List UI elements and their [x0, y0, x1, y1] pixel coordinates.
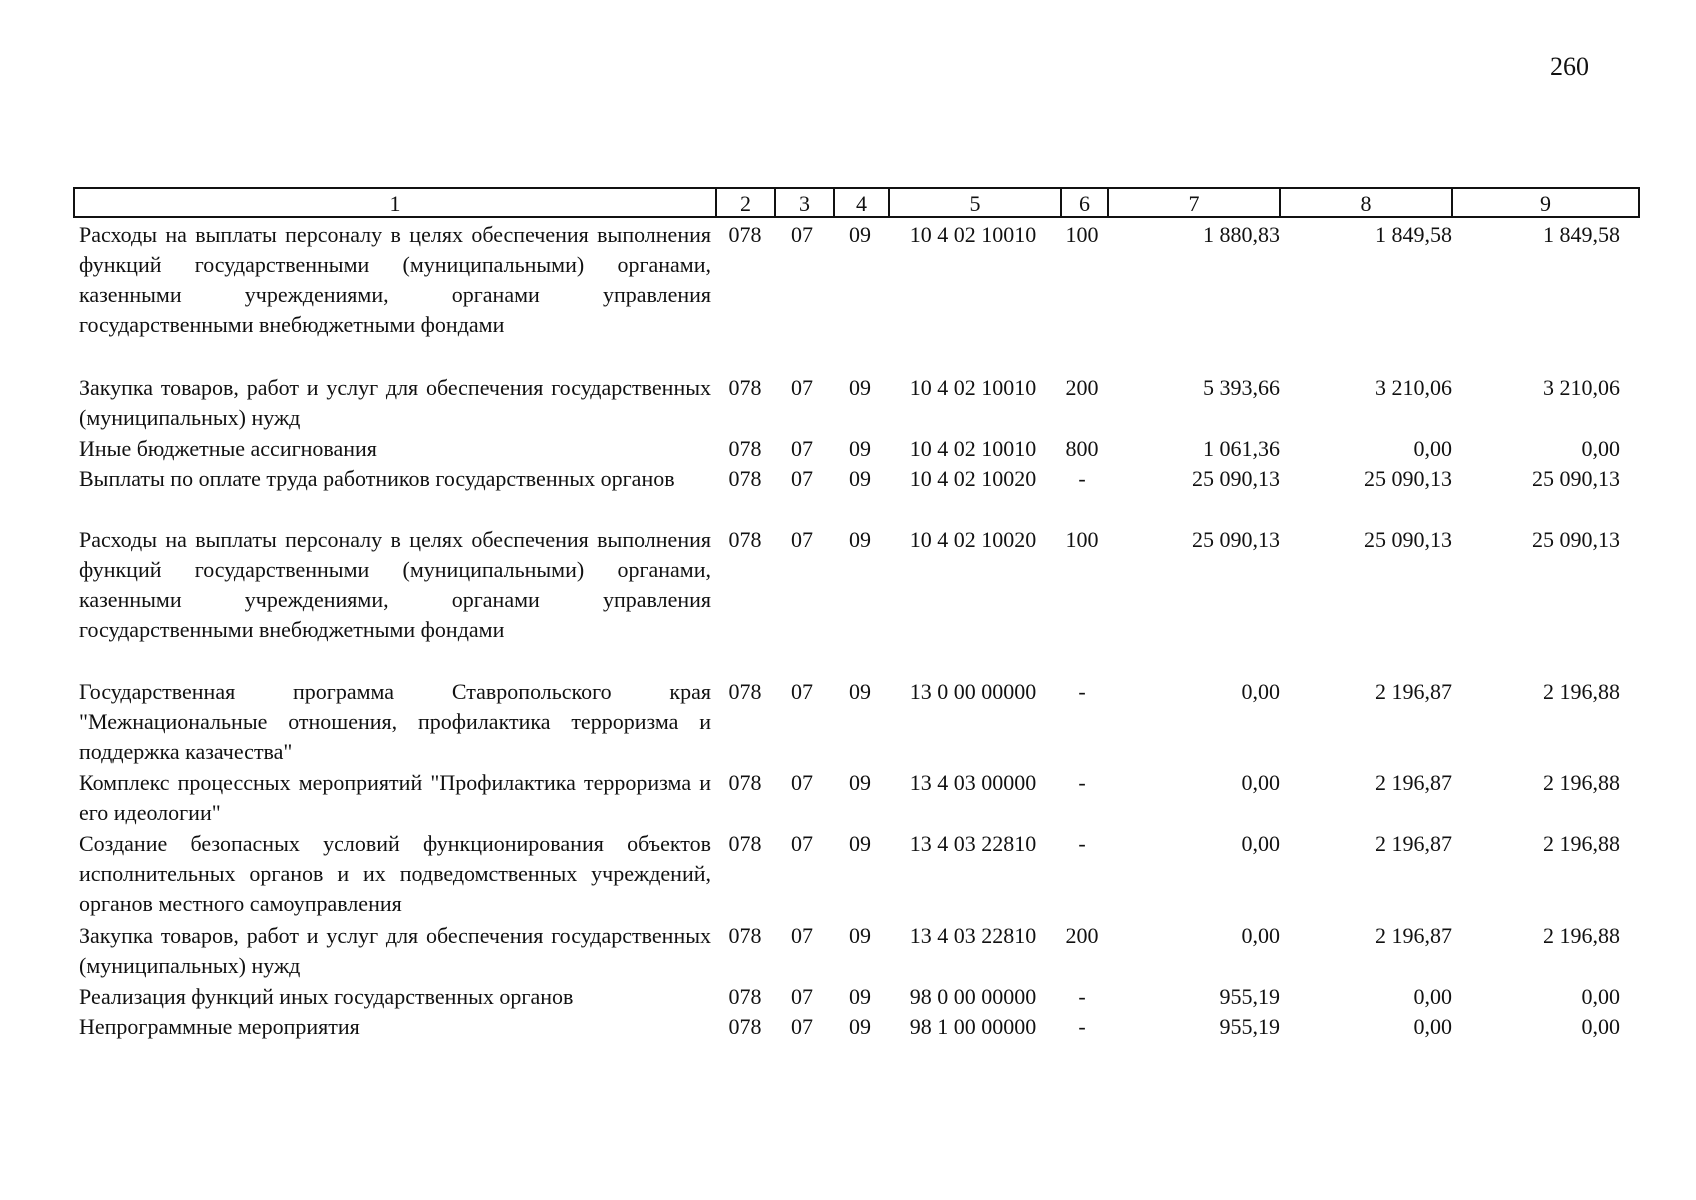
row-description: Иные бюджетные ассигнования	[79, 436, 377, 461]
cell-vr: -	[1078, 679, 1086, 704]
cell-ved: 078	[728, 466, 762, 491]
cell-rz: 07	[791, 831, 813, 856]
cell-value-7: 1 880,83	[1203, 222, 1280, 247]
row-description: Непрограммные мероприятия	[79, 1014, 360, 1039]
cell-csr: 98 1 00 00000	[909, 1014, 1037, 1039]
cell-value-7: 0,00	[1241, 831, 1280, 856]
cell-csr: 10 4 02 10010	[909, 436, 1037, 461]
cell-pr: 09	[849, 770, 871, 795]
cell-rz: 07	[791, 1014, 813, 1039]
cell-value-8: 0,00	[1413, 984, 1452, 1009]
cell-value-9: 0,00	[1581, 436, 1620, 461]
cell-vr: 200	[1065, 375, 1099, 400]
cell-vr: 100	[1065, 527, 1099, 552]
cell-vr: -	[1078, 831, 1086, 856]
cell-value-8: 2 196,87	[1375, 770, 1452, 795]
cell-csr: 10 4 02 10010	[909, 222, 1037, 247]
header-col-9: 9	[1540, 191, 1551, 216]
cell-ved: 078	[728, 1014, 762, 1039]
row-description: Государственная программа Ставропольского края "Межнациональные отношения, профилактика терроризма и поддержка казачества"	[79, 679, 711, 764]
cell-vr: -	[1078, 466, 1086, 491]
cell-csr: 98 0 00 00000	[909, 984, 1037, 1009]
cell-csr: 10 4 02 10020	[909, 466, 1037, 491]
cell-value-7: 25 090,13	[1192, 466, 1280, 491]
cell-value-7: 0,00	[1241, 679, 1280, 704]
row-description: Закупка товаров, работ и услуг для обеспечения государственных (муниципальных) нужд	[79, 923, 711, 978]
header-col-5: 5	[969, 191, 981, 216]
cell-rz: 07	[791, 984, 813, 1009]
cell-vr: -	[1078, 984, 1086, 1009]
cell-value-9: 25 090,13	[1532, 527, 1620, 552]
cell-vr: -	[1078, 1014, 1086, 1039]
cell-rz: 07	[791, 466, 813, 491]
cell-ved: 078	[728, 923, 762, 948]
cell-ved: 078	[728, 436, 762, 461]
cell-value-9: 3 210,06	[1543, 375, 1620, 400]
cell-vr: 100	[1065, 222, 1099, 247]
cell-vr: 200	[1065, 923, 1099, 948]
cell-ved: 078	[728, 222, 762, 247]
cell-value-7: 25 090,13	[1192, 527, 1280, 552]
cell-csr: 10 4 02 10020	[909, 527, 1037, 552]
header-col-2: 2	[740, 191, 751, 216]
page-number: 260	[1550, 52, 1589, 81]
cell-value-9: 2 196,88	[1543, 831, 1620, 856]
cell-rz: 07	[791, 770, 813, 795]
header-col-3: 3	[799, 191, 810, 216]
cell-value-8: 0,00	[1413, 436, 1452, 461]
cell-value-8: 2 196,87	[1375, 831, 1452, 856]
cell-csr: 13 4 03 00000	[909, 770, 1037, 795]
cell-pr: 09	[849, 222, 871, 247]
cell-vr: -	[1078, 770, 1086, 795]
row-description: Закупка товаров, работ и услуг для обеспечения государственных (муниципальных) нужд	[79, 375, 711, 430]
cell-pr: 09	[849, 1014, 871, 1039]
cell-ved: 078	[728, 679, 762, 704]
cell-value-9: 25 090,13	[1532, 466, 1620, 491]
cell-value-7: 0,00	[1241, 770, 1280, 795]
cell-pr: 09	[849, 527, 871, 552]
row-description: Расходы на выплаты персоналу в целях обеспечения выполнения функций государственными (муниципальными) органами, казенными учреждениями, органами управления государственными внебюджетными фондами	[79, 527, 711, 642]
cell-pr: 09	[849, 679, 871, 704]
cell-value-9: 1 849,58	[1543, 222, 1620, 247]
header-col-1: 1	[389, 191, 401, 216]
cell-rz: 07	[791, 436, 813, 461]
header-col-7: 7	[1188, 191, 1200, 216]
row-description: Выплаты по оплате труда работников государственных органов	[79, 466, 675, 491]
cell-rz: 07	[791, 222, 813, 247]
cell-value-9: 0,00	[1581, 984, 1620, 1009]
cell-csr: 13 4 03 22810	[909, 923, 1037, 948]
cell-rz: 07	[791, 923, 813, 948]
cell-value-9: 2 196,88	[1543, 679, 1620, 704]
cell-pr: 09	[849, 436, 871, 461]
cell-value-7: 5 393,66	[1203, 375, 1280, 400]
cell-value-7: 1 061,36	[1203, 436, 1280, 461]
cell-pr: 09	[849, 923, 871, 948]
cell-rz: 07	[791, 679, 813, 704]
cell-value-8: 2 196,87	[1375, 923, 1452, 948]
header-col-8: 8	[1360, 191, 1372, 216]
cell-pr: 09	[849, 984, 871, 1009]
cell-ved: 078	[728, 770, 762, 795]
row-description: Комплекс процессных мероприятий "Профилактика терроризма и его идеологии"	[79, 770, 711, 825]
cell-ved: 078	[728, 527, 762, 552]
cell-value-8: 2 196,87	[1375, 679, 1452, 704]
cell-value-8: 3 210,06	[1375, 375, 1452, 400]
cell-value-8: 0,00	[1413, 1014, 1452, 1039]
cell-value-7: 955,19	[1219, 984, 1280, 1009]
cell-pr: 09	[849, 375, 871, 400]
header-col-4: 4	[856, 191, 867, 216]
cell-value-7: 955,19	[1219, 1014, 1280, 1039]
cell-value-7: 0,00	[1241, 923, 1280, 948]
cell-ved: 078	[728, 984, 762, 1009]
cell-csr: 13 4 03 22810	[909, 831, 1037, 856]
cell-value-8: 25 090,13	[1364, 466, 1452, 491]
cell-vr: 800	[1065, 436, 1099, 461]
cell-ved: 078	[728, 831, 762, 856]
cell-value-9: 2 196,88	[1543, 770, 1620, 795]
cell-ved: 078	[728, 375, 762, 400]
cell-rz: 07	[791, 375, 813, 400]
cell-value-8: 1 849,58	[1375, 222, 1452, 247]
cell-pr: 09	[849, 831, 871, 856]
cell-value-9: 2 196,88	[1543, 923, 1620, 948]
cell-csr: 13 0 00 00000	[909, 679, 1037, 704]
cell-value-9: 0,00	[1581, 1014, 1620, 1039]
cell-value-8: 25 090,13	[1364, 527, 1452, 552]
cell-csr: 10 4 02 10010	[909, 375, 1037, 400]
row-description: Реализация функций иных государственных органов	[79, 984, 574, 1009]
cell-pr: 09	[849, 466, 871, 491]
row-description: Создание безопасных условий функционирования объектов исполнительных органов и их подведомственных учреждений, органов местного самоуправления	[79, 831, 711, 916]
header-col-6: 6	[1079, 191, 1090, 216]
cell-rz: 07	[791, 527, 813, 552]
row-description: Расходы на выплаты персоналу в целях обеспечения выполнения функций государственными (муниципальными) органами, казенными учреждениями, органами управления государственными внебюджетными фондами	[79, 222, 711, 337]
